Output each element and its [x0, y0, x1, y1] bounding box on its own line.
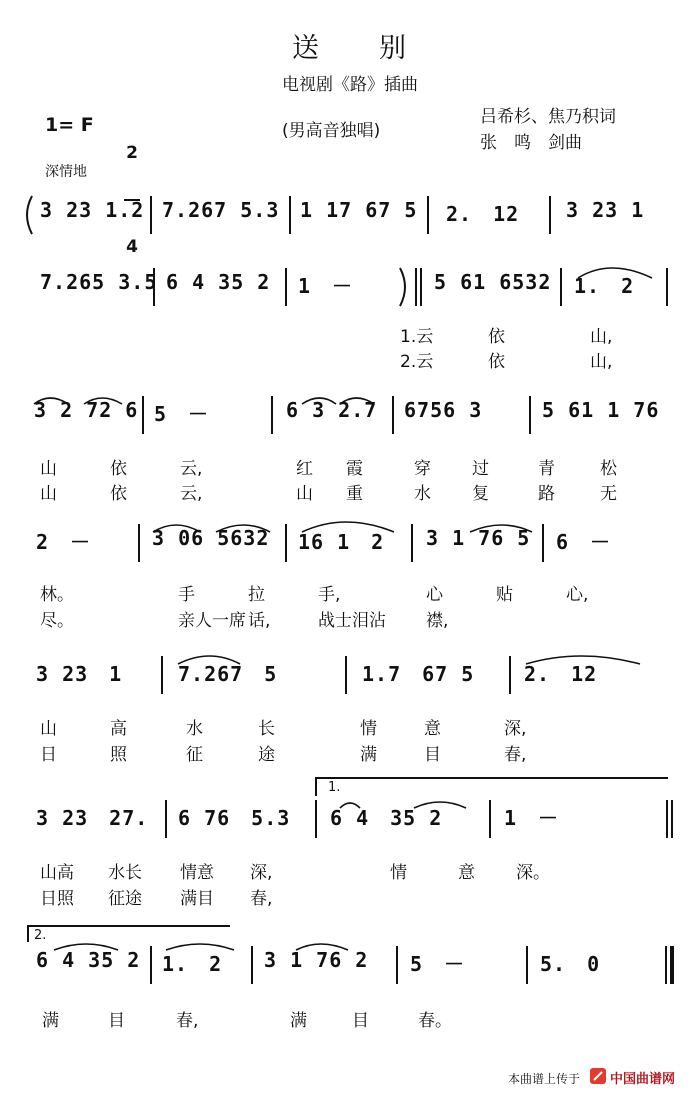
measure: 5 61 1 76: [542, 398, 660, 422]
measure: 3 23 27.: [36, 806, 149, 830]
lyric-word: 满目: [180, 889, 214, 909]
lyric-word: 云,: [180, 459, 203, 479]
lyric-word: 山,: [590, 327, 613, 347]
lyricist: 吕希杉、焦乃积词: [480, 107, 616, 127]
lyric-word: 过: [472, 459, 489, 479]
voice-type: (男高音独唱): [282, 121, 381, 141]
lyric-word: 林。: [40, 585, 74, 605]
measure: 1. 2: [162, 952, 223, 976]
lyric-word: 山高: [40, 863, 74, 883]
lyric-word: 亲人一席: [178, 611, 246, 631]
lyric-word: 松: [600, 459, 617, 479]
lyric-word: 途: [258, 745, 275, 765]
measure: 2. 12: [524, 662, 598, 686]
lyric-word: 山,: [590, 352, 613, 372]
lyric-word: 霞: [346, 459, 363, 479]
measure: 2. 12: [446, 202, 520, 226]
lyric-word: 春,: [176, 1011, 199, 1031]
lyric-word: 深。: [516, 863, 550, 883]
measure: 6 4 35 2: [166, 270, 271, 294]
lyric-word: 无: [600, 484, 617, 504]
measure: 6 4 35 2: [330, 806, 443, 830]
lyric-word: 满: [42, 1011, 59, 1031]
measure: 6 －: [556, 530, 612, 554]
lyric-word: 意: [458, 863, 475, 883]
lyric-word: 心,: [566, 585, 589, 605]
time-bottom: 4: [126, 237, 138, 257]
lyric-word: 重: [346, 484, 363, 504]
measure: 1.7 67 5: [362, 662, 475, 686]
measure: 3 23 1: [566, 198, 645, 222]
lyric-word: 山: [296, 484, 313, 504]
lyric-word: 水: [414, 484, 431, 504]
lyric-word: 目: [352, 1011, 369, 1031]
expression-mark: 深情地: [45, 164, 87, 180]
footer-site-name[interactable]: 中国曲谱网: [610, 1072, 676, 1087]
site-logo: [590, 1068, 606, 1084]
lyric-word: 情: [360, 719, 377, 739]
lyric-word: 山: [40, 719, 57, 739]
lyric-word: 贴: [496, 585, 513, 605]
measure: 16 1 2: [298, 530, 385, 554]
measure: 3 1 76 5: [426, 526, 531, 550]
lyric-word: 目: [424, 745, 441, 765]
lyric-word: 路: [538, 484, 555, 504]
lyric-word: 山: [40, 459, 57, 479]
measure: 1 17 67 5: [300, 198, 418, 222]
lyric-word: 春。: [418, 1011, 452, 1031]
page-title: 送 别: [292, 33, 408, 64]
measure: 3 2 72 6: [34, 398, 139, 422]
measure: 6 3 2.7: [286, 398, 378, 422]
lyric-word: 依: [488, 327, 505, 347]
measure: 3 06 5632: [152, 526, 270, 550]
lyric-word: 情意: [180, 863, 214, 883]
footer-upload-text: 本曲谱上传于: [508, 1072, 581, 1086]
lyric-word: 复: [472, 484, 489, 504]
lyric-word: 目: [108, 1011, 125, 1031]
lyric-word: 青: [538, 459, 555, 479]
lyric-word: 满: [360, 745, 377, 765]
lyric-word: 依: [488, 352, 505, 372]
lyric-word: 日: [40, 745, 57, 765]
time-top: 2: [126, 143, 138, 163]
lyric-word: 红: [296, 459, 313, 479]
measure: 5 61 6532: [434, 270, 552, 294]
lyric-word: 征: [186, 745, 203, 765]
measure: 3 23 1.2: [40, 198, 145, 222]
lyric-word: 1.云: [400, 327, 434, 347]
measure: 1 －: [504, 806, 560, 830]
lyric-word: 满: [290, 1011, 307, 1031]
lyric-word: 战士泪沾: [318, 611, 386, 631]
lyric-word: 水: [186, 719, 203, 739]
lyric-word: 意: [424, 719, 441, 739]
measure: 3 1 76 2: [264, 948, 369, 972]
composer: 张 鸣 剑曲: [480, 133, 582, 153]
measure: 6 4 35 2: [36, 948, 141, 972]
lyric-word: 日照: [40, 889, 74, 909]
lyric-word: 深,: [504, 719, 527, 739]
open-paren: [27, 196, 32, 234]
lyric-word: 长: [258, 719, 275, 739]
lyric-word: 依: [110, 459, 127, 479]
lyric-word: 深,: [250, 863, 273, 883]
lyric-word: 春,: [504, 745, 527, 765]
measure: 5 －: [410, 952, 466, 976]
lyric-word: 春,: [250, 889, 273, 909]
lyric-word: 高: [110, 719, 127, 739]
measure: 1 －: [298, 274, 354, 298]
lyric-word: 照: [110, 745, 127, 765]
lyric-word: 手: [178, 585, 195, 605]
measure: 5. 0: [540, 952, 601, 976]
lyric-word: 话,: [248, 611, 271, 631]
measure: 1. 2: [574, 274, 635, 298]
lyric-word: 情: [390, 863, 407, 883]
measure: 7.265 3.5: [40, 270, 158, 294]
volta-label: 1.: [328, 780, 341, 795]
measure: 3 23 1: [36, 662, 123, 686]
lyric-word: 襟,: [426, 611, 449, 631]
lyric-word: 征途: [108, 889, 142, 909]
lyric-word: 依: [110, 484, 127, 504]
lyric-word: 山: [40, 484, 57, 504]
measure: 7.267 5.3: [162, 198, 280, 222]
lyric-word: 2.云: [400, 352, 434, 372]
measure: 7.267 5: [178, 662, 278, 686]
lyric-word: 拉: [248, 585, 265, 605]
lyric-word: 手,: [318, 585, 341, 605]
lyric-word: 穿: [414, 459, 431, 479]
measure: 5 －: [154, 402, 210, 426]
subtitle: 电视剧《路》插曲: [282, 75, 418, 95]
lyric-word: 尽。: [40, 611, 74, 631]
lyric-word: 云,: [180, 484, 203, 504]
measure: 2 －: [36, 530, 92, 554]
volta-label: 2.: [34, 928, 47, 943]
key-signature: 1= F: [45, 114, 94, 136]
lyric-word: 心: [426, 585, 443, 605]
lyric-word: 水长: [108, 863, 142, 883]
measure: 6756 3: [404, 398, 483, 422]
measure: 6 76 5.3: [178, 806, 291, 830]
